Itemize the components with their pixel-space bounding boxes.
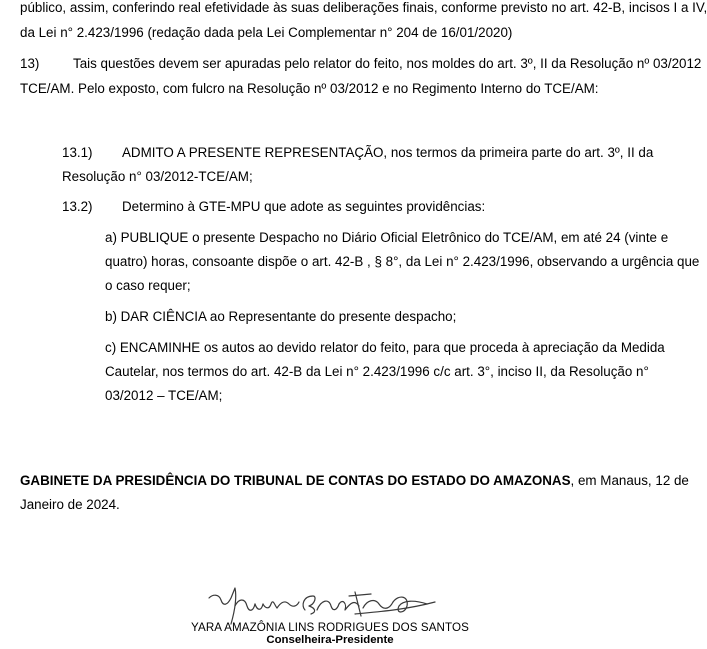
- item-13-2-line-1: Determino à GTE-MPU que adote as seguintes providências:: [122, 199, 486, 214]
- handwritten-signature: [205, 584, 445, 626]
- closing-bold-text: GABINETE DA PRESIDÊNCIA DO TRIBUNAL DE CONTAS DO ESTADO DO AMAZONAS: [20, 473, 571, 488]
- item-13-1-number: 13.1): [62, 145, 93, 160]
- paragraph-12-line-1: público, assim, conferindo real efetividade às suas deliberações finais, conforme previsto no art. 42-B, incisos I a IV,: [20, 0, 707, 15]
- sub-item-a-line-1: a) PUBLIQUE o presente Despacho no Diário Oficial Eletrônico do TCE/AM, em até 24 (vinte e: [105, 230, 669, 245]
- paragraph-13-number: 13): [20, 56, 40, 71]
- item-13-2-number: 13.2): [62, 199, 93, 214]
- paragraph-13-line-1: Tais questões devem ser apuradas pelo relator do feito, nos moldes do art. 3º, II da Resolução nº 03/2012: [73, 56, 702, 71]
- closing-line-2: Janeiro de 2024.: [20, 497, 120, 512]
- item-13-1-line-1: ADMITO A PRESENTE REPRESENTAÇÃO, nos termos da primeira parte do art. 3º, II da: [122, 145, 654, 160]
- sub-item-c-line-2: Cautelar, nos termos do art. 42-B da Lei n° 2.423/1996 c/c art. 3°, inciso II, da Resolução n°: [105, 364, 649, 379]
- item-13-1-line-2: Resolução n° 03/2012-TCE/AM;: [62, 169, 253, 184]
- sub-item-b-line-1: b) DAR CIÊNCIA ao Representante do presente despacho;: [105, 309, 457, 324]
- sub-item-a-line-3: o caso requer;: [105, 278, 191, 293]
- signatory-role: Conselheira-Presidente: [266, 634, 394, 646]
- signatory-name: YARA AMAZÔNIA LINS RODRIGUES DOS SANTOS: [191, 621, 469, 634]
- closing-line-1: [20, 473, 689, 489]
- paragraph-13-line-2: TCE/AM. Pelo exposto, com fulcro na Resolução nº 03/2012 e no Regimento Interno do TCE/AM:: [20, 81, 599, 96]
- sub-item-a-line-2: quatro) horas, consoante dispõe o art. 42-B , § 8°, da Lei n° 2.423/1996, observando a urgência que: [105, 254, 700, 269]
- sub-item-c-line-1: c) ENCAMINHE os autos ao devido relator do feito, para que proceda à apreciação da Medida: [105, 340, 665, 355]
- paragraph-12-line-2: da Lei n° 2.423/1996 (redação dada pela Lei Complementar n° 204 de 16/01/2020): [20, 25, 513, 40]
- closing-rest-text: , em Manaus, 12 de: [570, 473, 689, 488]
- sub-item-c-line-3: 03/2012 – TCE/AM;: [105, 388, 223, 403]
